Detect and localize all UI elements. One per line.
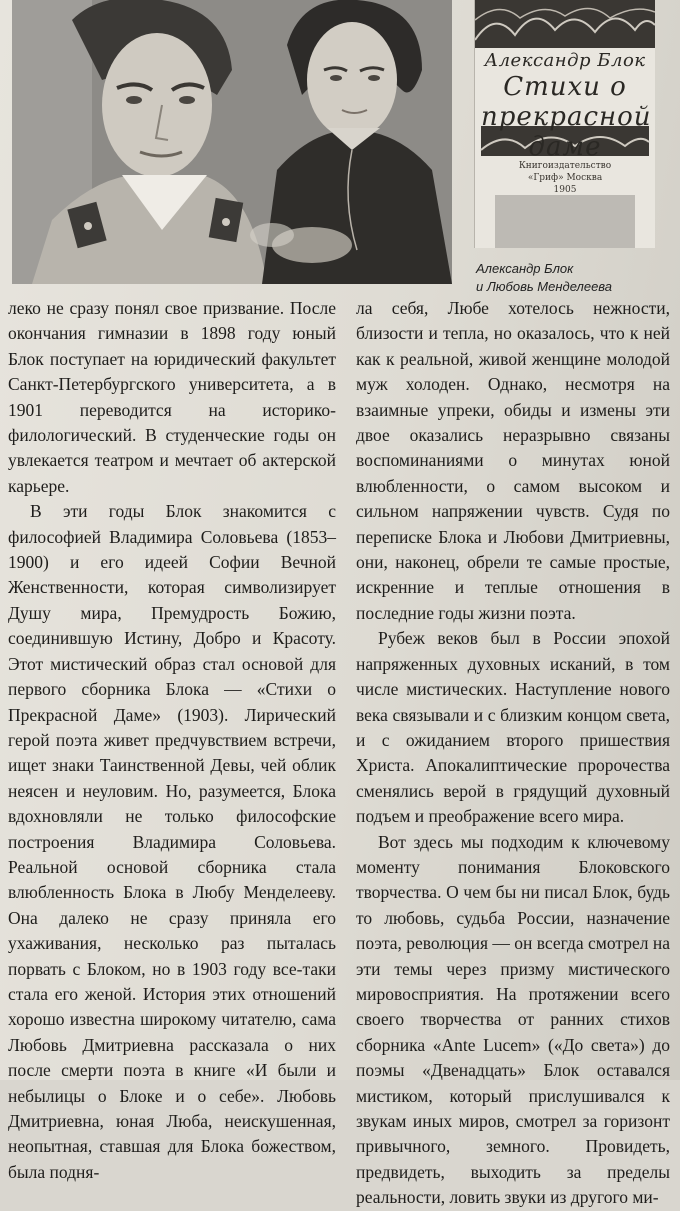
text-column-right [356, 296, 670, 1211]
cover-publisher: Книгоиздательство «Гриф» Москва 1905 [518, 161, 612, 195]
text-column-left [8, 296, 336, 1185]
portrait-illustration [12, 0, 452, 284]
cover-title: Стихи о прекрасной даме [481, 72, 652, 162]
paragraph: Рубеж веков был в России эпохой напряженных духовных исканий, в том числе мистических. Наступление нового века связывали и с близким концом света, и с ожиданием второго пришествия Христа. Апокалиптические пророчества сменялись верой в грядущий духовный подъем и преображение всего мира. [356, 628, 670, 827]
cover-author: Александр Блок [484, 50, 646, 71]
paragraph: Вот здесь мы подходим к ключевому моменту понимания Блоковского творчества. О чем бы ни писал Блок, будь то любовь, судьба России, назначение поэта, революция — он всегда смотрел на эти темы через призму мистического мировосприятия. На протяжении всего своего творчества от ранних стихов сборника «Ante Lucem» («До света») до поэмы «Двенадцать» Блок оставался мистиком, который прислушивался к звукам иных миров, смотрел за горизонт привычного, земного. Провидеть, предвидеть, выходить за пределы реальности, ловить звуки из другого ми- [356, 831, 670, 1208]
caption-line-2: и Любовь Менделеева [476, 279, 613, 294]
paragraph: В эти годы Блок знакомится с философией Владимира Соловьева (1853–1900) и его идеей Софии Вечной Женственности, которая символизирует Душу мира, Премудрость Божию, соединившую Истину, Добро и Красоту. Этот мистический образ стал основой для первого сборника Блока — «Стихи о Прекрасной Даме» (1903). Лирический герой поэта живет предчувствием встречи, ищет знаки Таинственной Девы, чей облик неясен и неуловим. Но, разумеется, Блока вдохновляли не только философские построения Владимира Соловьева. Реальной основой сборника стала влюбленность Блока в Любу Менделееву. Она далеко не сразу приняла его ухаживания, несколько раз пыталась порвать с Блоком, но в 1903 году все-таки стала его женой. История этих отношений хорошо известна широкому читателю, сама Любовь Дмитриевна рассказала о них после смерти поэта в книге «И были и небылицы о Блоке и о себе». Любовь Дмитриевна, юная Люба, неискушенная, неопытная, ставшая для Блока божеством, была подня- [8, 501, 336, 1182]
paragraph: ла себя, Любе хотелось нежности, близости и тепла, но оказалось, что к ней как к реальной, живой женщине молодой муж холоден. Однако, несмотря на взаимные упреки, обиды и измены эти двое оказались неразрывно связаны воспоминаниями о минутах юной влюбленности, о самом высоком и сильном напряжении чувств. Судя по переписке Блока и Любови Дмитриевны, они, наконец, обрели те самые простые, искренние и теплые отношения в последние годы жизни поэта. [356, 298, 670, 623]
book-cover [474, 0, 655, 248]
paragraph: леко не сразу понял свое призвание. После окончания гимназии в 1898 году юный Блок поступает на юридический факультет Санкт-Петербургского университета, а в 1901 переводится на историко-филологический. В студенческие годы он увлекается театром и мечтает об актерской карьере. [8, 298, 336, 496]
portrait-photo [12, 0, 452, 284]
figure-caption [476, 260, 666, 296]
caption-line-1: Александр Блок [476, 261, 574, 276]
